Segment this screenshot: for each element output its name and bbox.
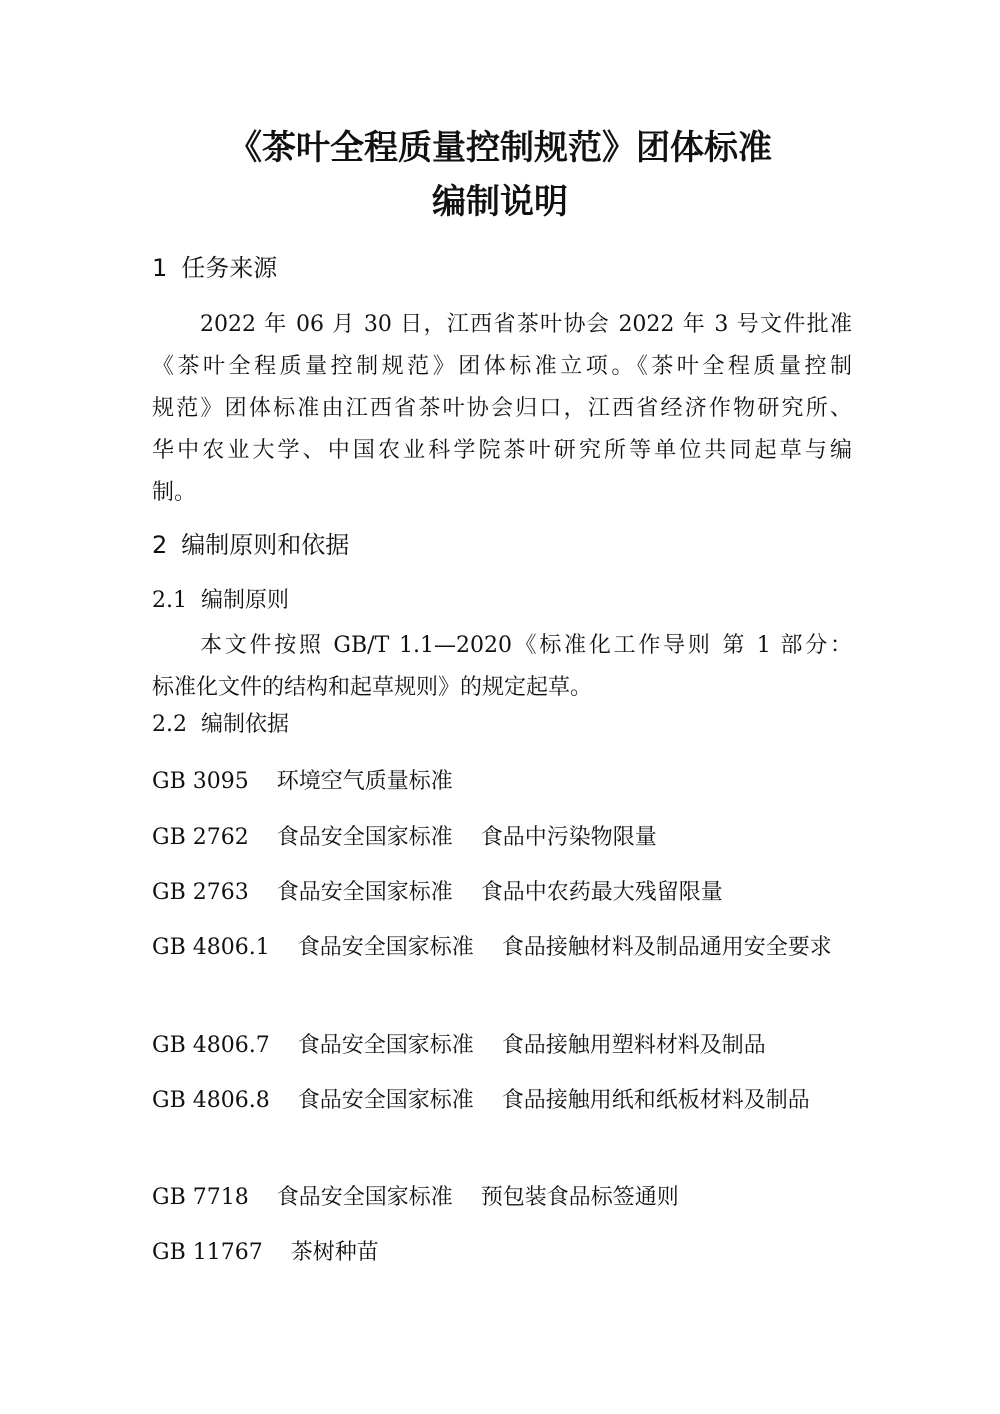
reference-item — [152, 1025, 852, 1067]
reference-item — [152, 1232, 852, 1274]
reference-code: GB 11767 — [152, 1240, 263, 1265]
document-subtitle: 编制说明 — [432, 182, 568, 222]
reference-title: 食品接触用纸和纸板材料及制品 — [501, 1088, 810, 1113]
subsection-2-2-title: 编制依据 — [201, 712, 290, 737]
section-1-heading — [152, 252, 277, 284]
paragraph-line: 标准化文件的结构和起草规则》的规定起草。 — [152, 675, 593, 700]
reference-code: GB 4806.8 — [152, 1088, 270, 1113]
section-1-number: 1 — [152, 254, 168, 282]
reference-item — [152, 761, 852, 803]
subsection-2-1-heading — [152, 586, 289, 616]
document-title: 《茶叶全程质量控制规范》团体标准 — [228, 128, 772, 168]
reference-title: 食品接触材料及制品通用安全要求 — [501, 935, 832, 960]
paragraph-line: 规范》团体标准由江西省茶叶协会归口，江西省经济作物研究所、 — [152, 396, 852, 421]
reference-title: 食品接触用塑料材料及制品 — [501, 1033, 766, 1058]
reference-title: 食品中农药最大残留限量 — [480, 880, 723, 905]
section-2-number: 2 — [152, 531, 168, 559]
section-2-title: 编制原则和依据 — [181, 531, 350, 559]
paragraph-line: 《茶叶全程质量控制规范》团体标准立项。《茶叶全程质量控制 — [152, 354, 852, 379]
reference-standard: 食品安全国家标准 — [276, 880, 453, 905]
reference-code: GB 2762 — [152, 825, 249, 850]
section-1-title: 任务来源 — [181, 254, 278, 282]
reference-item — [152, 817, 852, 859]
reference-code: GB 7718 — [152, 1185, 249, 1210]
reference-item — [152, 1080, 852, 1122]
reference-title: 预包装食品标签通则 — [480, 1185, 679, 1210]
reference-standard: 食品安全国家标准 — [276, 1185, 453, 1210]
subsection-2-1-title: 编制原则 — [201, 588, 290, 613]
reference-code: GB 2763 — [152, 880, 249, 905]
reference-standard: 食品安全国家标准 — [297, 935, 474, 960]
reference-title: 茶树种苗 — [290, 1240, 379, 1265]
reference-code: GB 4806.7 — [152, 1033, 270, 1058]
reference-title: 食品中污染物限量 — [480, 825, 657, 850]
reference-item — [152, 1177, 852, 1219]
paragraph-line: 2022 年 06 月 30 日，江西省茶叶协会 2022 年 3 号文件批准 — [200, 312, 852, 337]
paragraph-line: 华中农业大学、中国农业科学院茶叶研究所等单位共同起草与编 — [152, 438, 852, 463]
reference-item — [152, 872, 852, 914]
subsection-2-1-number: 2.1 — [152, 588, 187, 613]
section-1-paragraph — [152, 304, 852, 514]
reference-standard: 食品安全国家标准 — [297, 1088, 474, 1113]
reference-code: GB 4806.1 — [152, 935, 270, 960]
reference-item — [152, 927, 852, 969]
subsection-2-2-heading — [152, 710, 289, 740]
reference-standard: 食品安全国家标准 — [297, 1033, 474, 1058]
paragraph-line: 制。 — [152, 480, 197, 505]
subsection-2-1-paragraph — [152, 625, 852, 709]
reference-title: 环境空气质量标准 — [276, 769, 453, 794]
reference-code: GB 3095 — [152, 769, 249, 794]
reference-standard: 食品安全国家标准 — [276, 825, 453, 850]
subsection-2-2-number: 2.2 — [152, 712, 187, 737]
paragraph-line: 本文件按照 GB/T 1.1—2020《标准化工作导则 第 1 部分： — [200, 633, 852, 658]
section-2-heading — [152, 529, 349, 561]
